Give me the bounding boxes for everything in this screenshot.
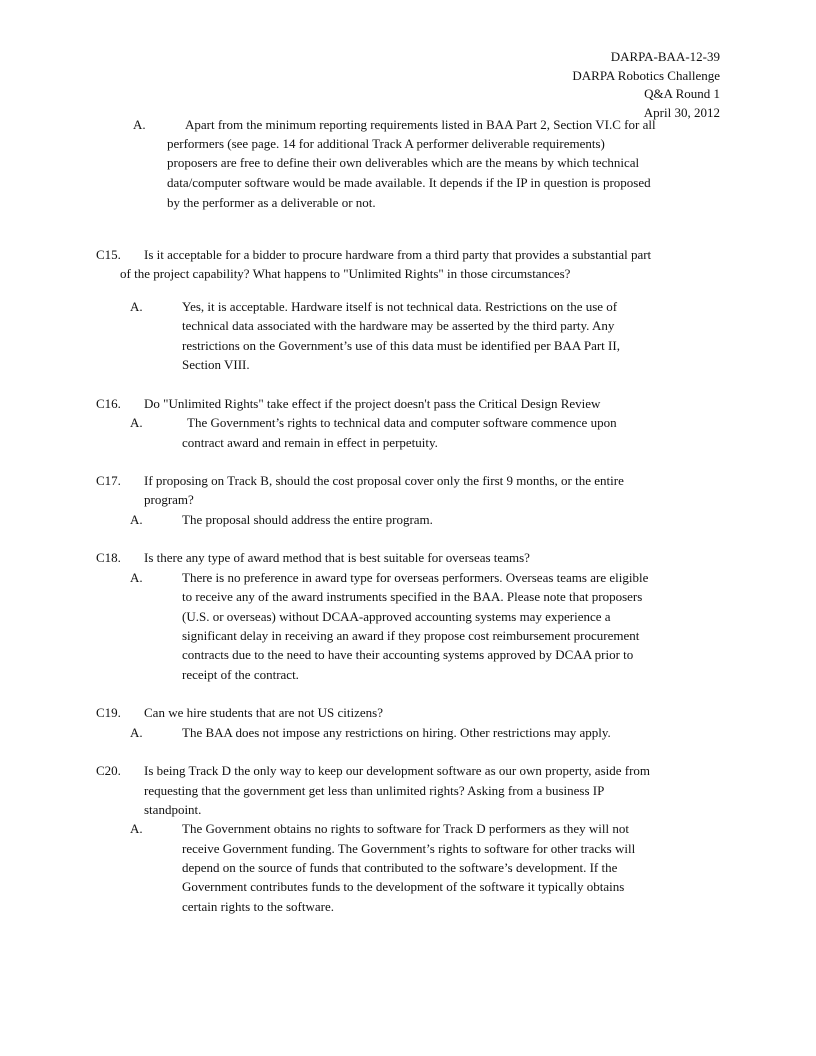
question-label: C19.	[96, 705, 121, 720]
answer-line: performers (see page. 14 for additional Track A performer deliverable requirements)	[167, 136, 605, 151]
answer-marker: A.	[130, 821, 143, 836]
answer-line: Yes, it is acceptable. Hardware itself is not technical data. Restrictions on the use of	[182, 299, 618, 314]
answer-line: The BAA does not impose any restrictions on hiring. Other restrictions may apply.	[182, 725, 611, 740]
answer-line: to receive any of the award instruments specified in the BAA. Please note that proposers	[182, 589, 643, 604]
question-line: Can we hire students that are not US citizens?	[144, 705, 383, 720]
answer-line: There is no preference in award type for overseas performers. Overseas teams are eligible	[182, 570, 649, 585]
answer-marker: A.	[130, 570, 143, 585]
question-line: program?	[144, 492, 194, 507]
question-line: standpoint.	[144, 802, 202, 817]
question-line: If proposing on Track B, should the cost proposal cover only the first 9 months, or the entire	[144, 473, 624, 488]
answer-marker: A.	[130, 725, 143, 740]
answer-line: by the performer as a deliverable or not.	[167, 195, 376, 210]
answer-line: contract award and remain in effect in perpetuity.	[182, 435, 438, 450]
answer-line: certain rights to the software.	[182, 899, 334, 914]
answer-line: receipt of the contract.	[182, 667, 299, 682]
answer-line: Section VIII.	[182, 357, 250, 372]
answer-line: data/computer software would be made available. It depends if the IP in question is proposed	[167, 175, 651, 190]
question-label: C16.	[96, 396, 121, 411]
program-name: DARPA Robotics Challenge	[572, 67, 720, 83]
answer-line: Apart from the minimum reporting requirements listed in BAA Part 2, Section VI.C for all	[185, 117, 656, 132]
answer-line: contracts due to the need to have their accounting systems approved by DCAA prior to	[182, 647, 634, 662]
answer-line: technical data associated with the hardware may be asserted by the third party. Any	[182, 318, 615, 333]
answer-line: proposers are free to define their own deliverables which are the means by which technical	[167, 155, 640, 170]
answer-line: The proposal should address the entire program.	[182, 512, 433, 527]
answer-line: receive Government funding. The Government’s rights to software for other tracks will	[182, 841, 636, 856]
question-label: C18.	[96, 550, 121, 565]
answer-marker: A.	[130, 512, 143, 527]
question-label: C17.	[96, 473, 121, 488]
document-date: April 30, 2012	[643, 104, 720, 120]
answer-line: depend on the source of funds that contributed to the software’s development. If the	[182, 860, 618, 875]
answer-marker: A.	[130, 415, 143, 430]
question-line: Is there any type of award method that is best suitable for overseas teams?	[144, 550, 530, 565]
document-header	[572, 48, 720, 122]
answer-marker: A.	[130, 299, 143, 314]
answer-marker: A.	[133, 117, 146, 132]
answer-line: The Government obtains no rights to software for Track D performers as they will not	[182, 821, 629, 836]
baa-number: DARPA-BAA-12-39	[610, 49, 720, 64]
question-line: Is being Track D the only way to keep our development software as our own property, aside from	[144, 763, 651, 778]
answer-line: restrictions on the Government’s use of this data must be identified per BAA Part II,	[182, 338, 620, 353]
answer-line: significant delay in receiving an award if they propose cost reimbursement procurement	[182, 628, 640, 643]
answer-line: The Government’s rights to technical data and computer software commence upon	[187, 415, 617, 430]
question-line: requesting that the government get less than unlimited rights? Asking from a business IP	[144, 783, 605, 798]
question-line: of the project capability? What happens to "Unlimited Rights" in those circumstances?	[120, 266, 571, 281]
question-line: Is it acceptable for a bidder to procure hardware from a third party that provides a substantial part	[144, 247, 652, 262]
answer-line: Government contributes funds to the development of the software it typically obtains	[182, 879, 625, 894]
question-label: C20.	[96, 763, 121, 778]
question-label: C15.	[96, 247, 121, 262]
question-line: Do "Unlimited Rights" take effect if the project doesn't pass the Critical Design Review	[144, 396, 601, 411]
qa-round: Q&A Round 1	[644, 86, 720, 101]
answer-line: (U.S. or overseas) without DCAA-approved accounting systems may experience a	[182, 609, 611, 624]
